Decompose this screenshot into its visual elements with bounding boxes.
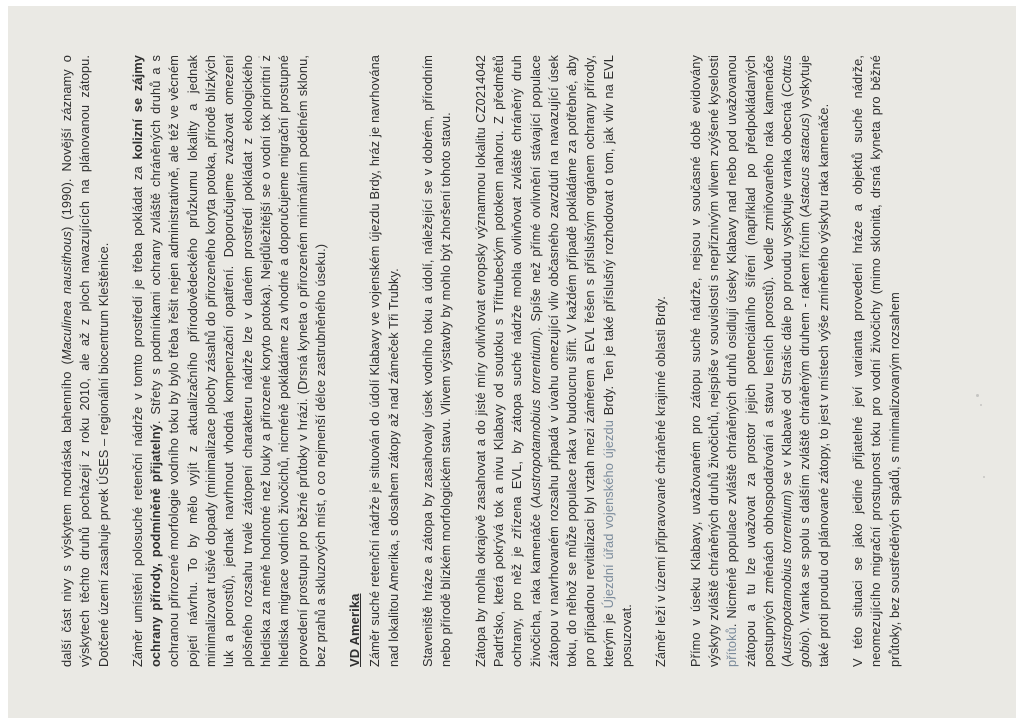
species-name: Astacus astacus bbox=[797, 117, 813, 213]
paragraph-usek-klabavy bbox=[687, 55, 833, 667]
species-name: Austropotamobius torrentium bbox=[527, 335, 543, 504]
text-run: Zátopa by mohla okrajově zasahovat a do jisté míry ovlivňovat evropsky významnou lokalitu CZ0214042 Padrťsko, která pokrývá tok a nivu Klabavy od soutoku s Třítrubeckým potokem nahoru. Z předmětů ochrany, pro něž je zřízena EVL, by zátopa suché nádrže mohla ovlivňovat zvláště chráněný druh živočicha, raka kamenáče ( bbox=[472, 55, 543, 667]
paragraph-niva bbox=[58, 55, 113, 667]
scanned-page bbox=[8, 6, 1016, 718]
paragraph-chko-brdy: Záměr leží v území připravované chráněné krajinné oblasti Brdy. bbox=[653, 296, 669, 667]
rotated-text-block bbox=[58, 55, 938, 667]
section-heading-vd-amerika: VD Amerika bbox=[347, 593, 363, 667]
paragraph-zamer-klestenice bbox=[129, 55, 330, 667]
paragraph-staveniste: Staveniště hráze a zátopa by zasahovaly úsek vodního toku a údolí, náležející se v dobrém, přírodním nebo přírodě blízkém morfologickém stavu. Vlivem výstavby by mohlo být zhoršení tohoto stavu. bbox=[420, 55, 454, 667]
paragraph-zamer-amerika: Záměr suché retenční nádrže je situován do údolí Klabavy ve vojenském újezdu Brdy, hráz je navrhována nad lokalitou Amerika, s dosahem zátopy až nad zámeček Tři Trubky. bbox=[367, 55, 401, 667]
text-run: ) (1990). Novější záznamy o výskytech těchto druhů pocházejí z roku 2010, ale až z ploch navazujících na plánovanou zátopu. Dotčené území zasahuje prvek ÚSES – regionální biocentrum Kleštěnice. bbox=[59, 55, 111, 667]
text-run: ) vyskytuje také proti proudu od plánované zátopy, to jest v místech výše zmíněného výskytu raka kamenáče. bbox=[797, 55, 831, 667]
species-name: Cottus gobio bbox=[779, 55, 813, 667]
text-run: . Nicméně populace zvláště chráněných druhů osidlují úseky Klabavy nad nebo pod uvažovanou zátopou a tu lze uvažovat za prostor jejich potenciálního šíření (například po předpokládaných postupných změnách obhospodařování a stavu lesních porostů). Vedle zmiňovaného raka kamenáče ( bbox=[724, 55, 795, 667]
scan-speck bbox=[258, 56, 260, 58]
highlighted-text: Újezdní úřad vojenského újezdu bbox=[600, 420, 616, 609]
species-name: Maculinea nausithous bbox=[59, 231, 74, 361]
scan-speck bbox=[976, 394, 979, 397]
text-run: ). Spíše než přímé ovlivnění stávající populace zátopou v navrhovaném rozsahu připadá v úvahu omezující vliv občasného zavzdutí na navazující úsek toku, do něhož se může populace raka v budoucnu šířit. V každém případě pokládáme za potřebné, aby pro případnou revitalizaci byl vztah mezi záměrem a EVL řešen s příslušným orgánem ochrany přírody, kterým je bbox=[527, 55, 616, 667]
paragraph-situace: V této situaci se jako jediné přijatelné jeví varianta provedení hráze a objektů suché nádrže, neomezujícího migrační prostupnost toku pro vodní živočichy (mimo sklonitá, drsná kyneta pro běžné průtoky, bez soustředěných spádů, s minimalizovaným rozsahem bbox=[849, 55, 902, 667]
text-run: Záměr umístění polosuché retenční nádrže v tomto prostředí je třeba pokládat za bbox=[129, 159, 145, 667]
paragraph-zatopa-evl bbox=[472, 55, 637, 667]
text-run: . Střety s podmínkami ochrany zvláště chráněných druhů a s ochranou přirozené morfologie vodního toku by bylo třeba řešit nejen administrativně, ale též ve věcném pojetí návrhu. To by mělo vyjít z aktualizačního přírodovědeckého průzkumu lokality a jednak minimalizovat rušivé dopady (minimalizace plochy zásahů do přirozeného koryta potoka, přírodě blízkých luk a porostů), jednak navrhnout vhodná kompenzační opatření. Doporučujeme zvažovat omezení plošného rozsahu trvalé zátopení charakteru nádrže lze v daném prostředí pokládat z ekologického hlediska za méně hodnotné než louky a přirozené koryto potoka). Nejdůležitější se o vodní tok prioritní z hlediska migrace vodních živočichů, nicméně pokládáme za vhodné a doporučujeme migrační prostupné provedení prostupu pro běžné průtoky v hrázi. (Drsná kyneta o přirozeném minimálním podélném sklonu, bez prahů a skluzových míst, o co nejmenší délce zastrubněného úseku.) bbox=[148, 55, 328, 667]
species-name: Austropotamobius torrentium bbox=[779, 494, 795, 663]
bold-assessment: kolizní se zájmy ochrany přírody, podmíněně přijatelný bbox=[129, 55, 164, 667]
scan-speck bbox=[980, 404, 982, 406]
text-run: další část nivy s výskytem modráska bahenního ( bbox=[59, 360, 74, 667]
highlighted-text: přítoků bbox=[724, 627, 740, 667]
scan-speck bbox=[983, 476, 985, 478]
text-run: Přímo v úseku Klabavy, uvažovaném pro zátopu suché nádrže, nejsou v současné době evidovány výskyty zvláště chráněných druhů živočichů, nejspíše v souvislosti s nepříznivým vlivem zvýšené kyselosti bbox=[687, 55, 721, 667]
text-run: ). Vranka se spolu s dalším zvláště chráněným druhem - rakem říčním ( bbox=[797, 212, 813, 636]
text-run: Brdy. Ten je také příslušný rozhodovat o tom, jak vliv na EVL posuzovat. bbox=[600, 54, 635, 667]
text-run: ) se v Klabavě od Strašic dále po proudu vyskytuje vranka obecná ( bbox=[779, 92, 795, 495]
